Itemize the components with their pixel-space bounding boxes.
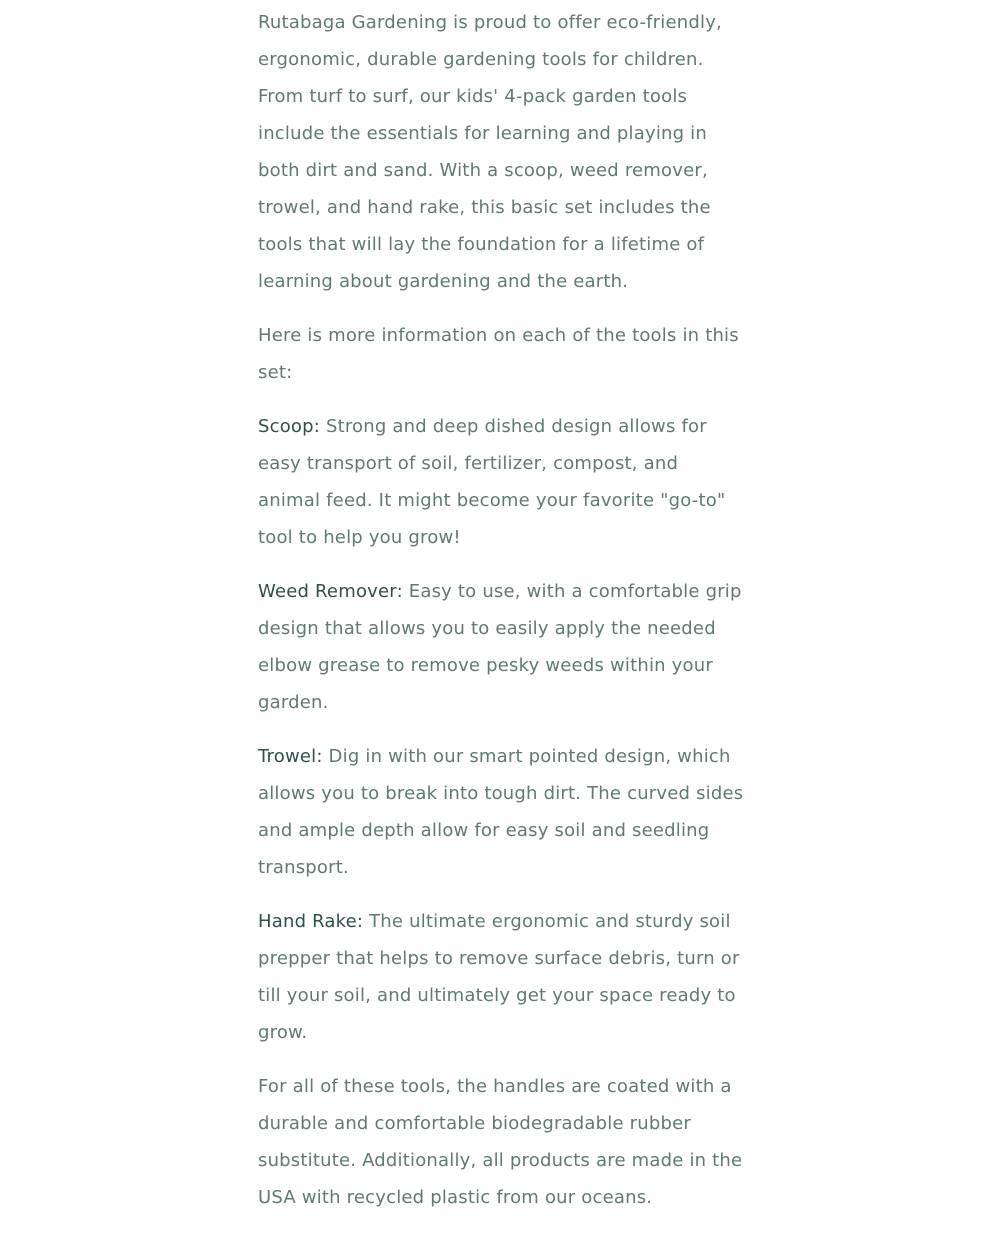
intro-paragraph: Rutabaga Gardening is proud to offer eco-friendly, ergonomic, durable gardening tools for children. From turf to surf, our kids' 4-pack garden tools include the essentials for learning and playing in both dirt and sand. With a scoop, weed remover, trowel, and hand rake, this basic set includes the tools that will lay the foundation for a lifetime of learning about gardening and the earth. xyxy=(258,12,722,292)
scoop-label: Scoop: xyxy=(258,416,321,437)
trowel-description: Dig in with our smart pointed design, which allows you to break into tough dirt. The curved sides and ample depth allow for easy soil and seedling transport. xyxy=(258,746,744,878)
hand-rake-description: The ultimate ergonomic and sturdy soil prepper that helps to remove surface debris, turn or till your soil, and ultimately get your space ready to grow. xyxy=(258,911,740,1043)
hand-rake-paragraph xyxy=(258,903,744,1051)
weed-remover-paragraph xyxy=(258,573,744,721)
closing-paragraph: For all of these tools, the handles are coated with a durable and comfortable biodegradable rubber substitute. Additionally, all products are made in the USA with recycled plastic from our oceans. xyxy=(258,1076,743,1208)
weed-remover-label: Weed Remover: xyxy=(258,581,403,602)
trowel-paragraph xyxy=(258,738,744,886)
scoop-paragraph xyxy=(258,408,744,556)
scoop-description: Strong and deep dished design allows for easy transport of soil, fertilizer, compost, and animal feed. It might become your favorite "go-to" tool to help you grow! xyxy=(258,416,726,548)
trowel-label: Trowel: xyxy=(258,746,323,767)
more-info-paragraph: Here is more information on each of the tools in this set: xyxy=(258,325,739,383)
weed-remover-description: Easy to use, with a comfortable grip design that allows you to easily apply the needed elbow grease to remove pesky weeds within your garden. xyxy=(258,581,742,713)
hand-rake-label: Hand Rake: xyxy=(258,911,364,932)
product-description xyxy=(258,4,744,1233)
